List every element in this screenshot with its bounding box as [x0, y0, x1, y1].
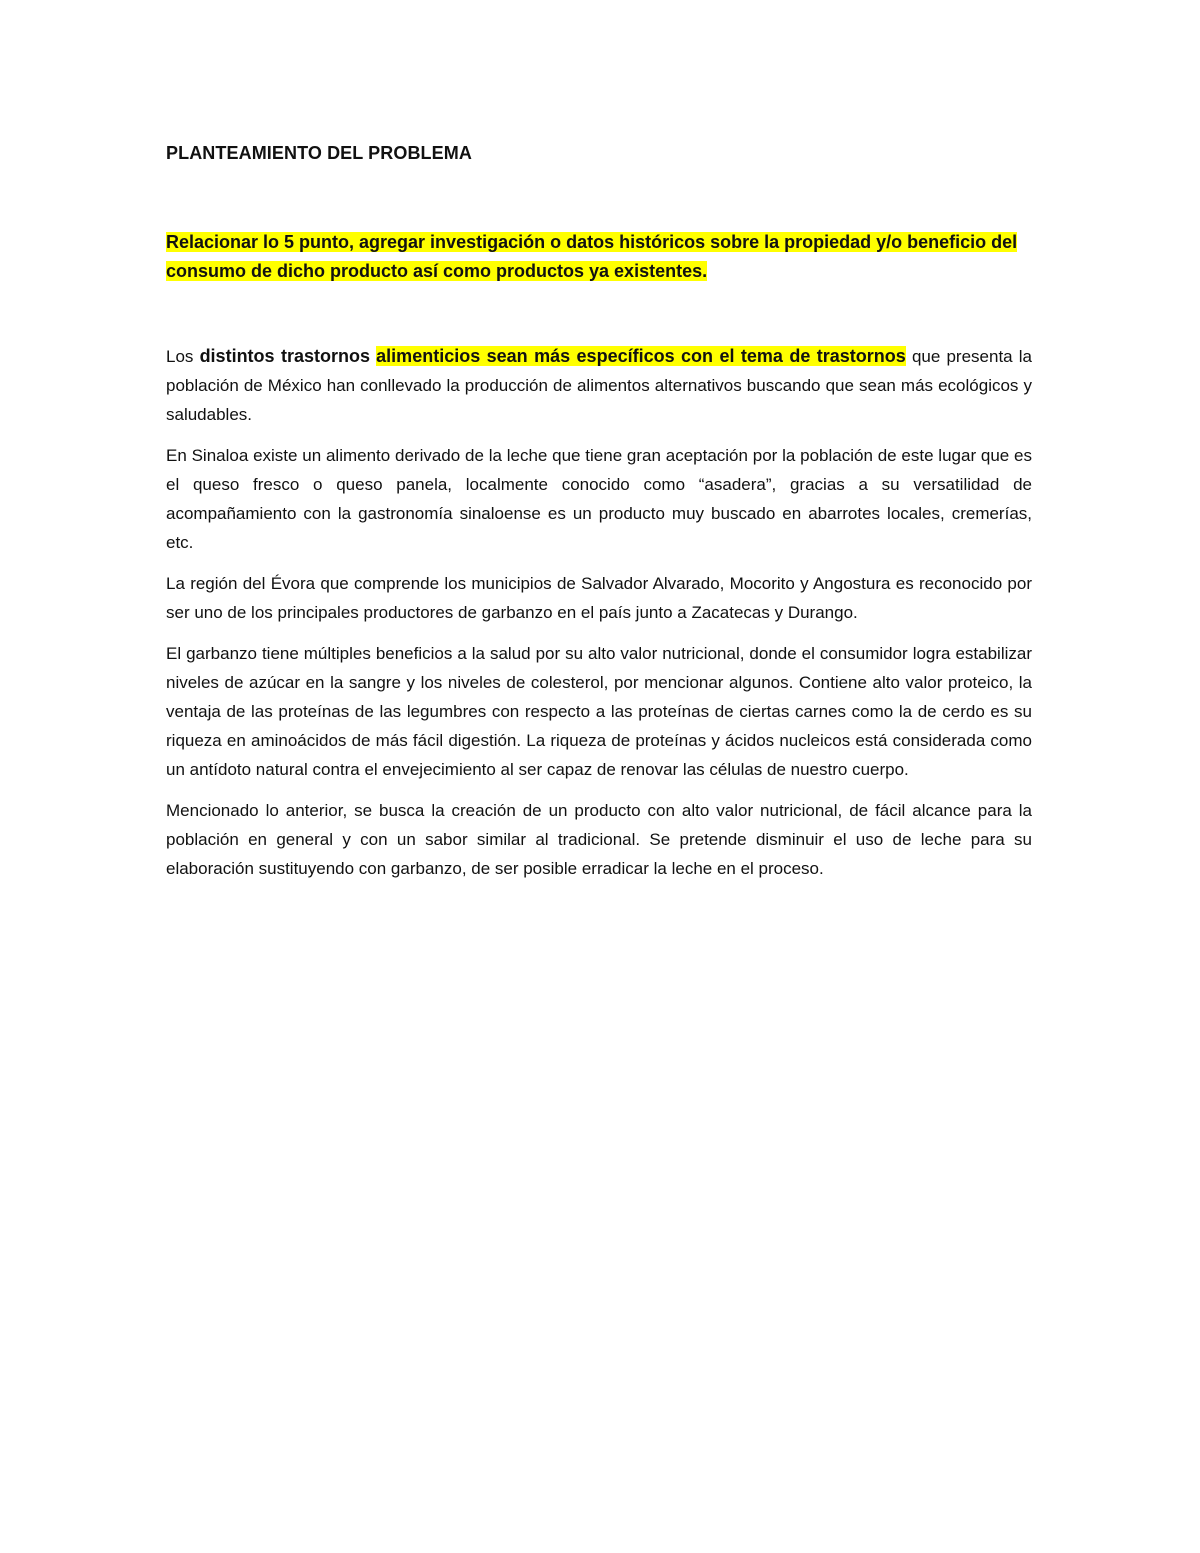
paragraph-rest: que presenta la población de México han conllevado la producción de alimentos alternativos buscando que sean más ecológicos y saludables.: [166, 347, 1033, 424]
paragraph-sinaloa: En Sinaloa existe un alimento derivado de la leche que tiene gran aceptación por la población de este lugar que es el queso fresco o queso panela, localmente conocido como “asadera”, gracias a su versatilidad de acompañamiento con la gastronomía sinaloense es un producto muy buscado en abarrotes locales, cremerías, etc.: [166, 446, 1032, 552]
paragraph-garbanzo: El garbanzo tiene múltiples beneficios a la salud por su alto valor nutricional, donde el consumidor logra estabilizar niveles de azúcar en la sangre y los niveles de colesterol, por mencionar algunos. Contiene alto valor proteico, la ventaja de las proteínas de las legumbres con respecto a las proteínas de ciertas carnes como la de cerdo es su riqueza en aminoácidos de más fácil digestión. La riqueza de proteínas y ácidos nucleicos está considerada como un antídoto natural contra el envejecimiento al ser capaz de renovar las células de nuestro cuerpo.: [166, 644, 1032, 779]
paragraph-conclusion: Mencionado lo anterior, se busca la creación de un producto con alto valor nutricional, de fácil alcance para la población en general y con un sabor similar al tradicional. Se pretende disminuir el uso de leche para su elaboración sustituyendo con garbanzo, de ser posible erradicar la leche en el proceso.: [166, 801, 1032, 878]
bold-term: distintos trastornos: [199, 346, 371, 366]
paragraph-evora: La región del Évora que comprende los municipios de Salvador Alvarado, Mocorito y Angostura es reconocido por ser uno de los principales productores de garbanzo en el país junto a Zacatecas y Durango.: [166, 574, 1032, 622]
paragraph-trastornos: [166, 342, 1032, 429]
paragraph-lead: Los: [166, 347, 200, 366]
highlighted-note-text: Relacionar lo 5 punto, agregar investigación o datos históricos sobre la propiedad y/o beneficio del consumo de dicho producto así como productos ya existentes.: [166, 232, 1018, 281]
reviewer-note: [166, 228, 1032, 286]
document-body: [166, 140, 1032, 883]
document-title: PLANTEAMIENTO DEL PROBLEMA: [166, 143, 472, 163]
highlighted-comment: alimenticios sean más específicos con el tema de trastornos: [376, 346, 906, 366]
